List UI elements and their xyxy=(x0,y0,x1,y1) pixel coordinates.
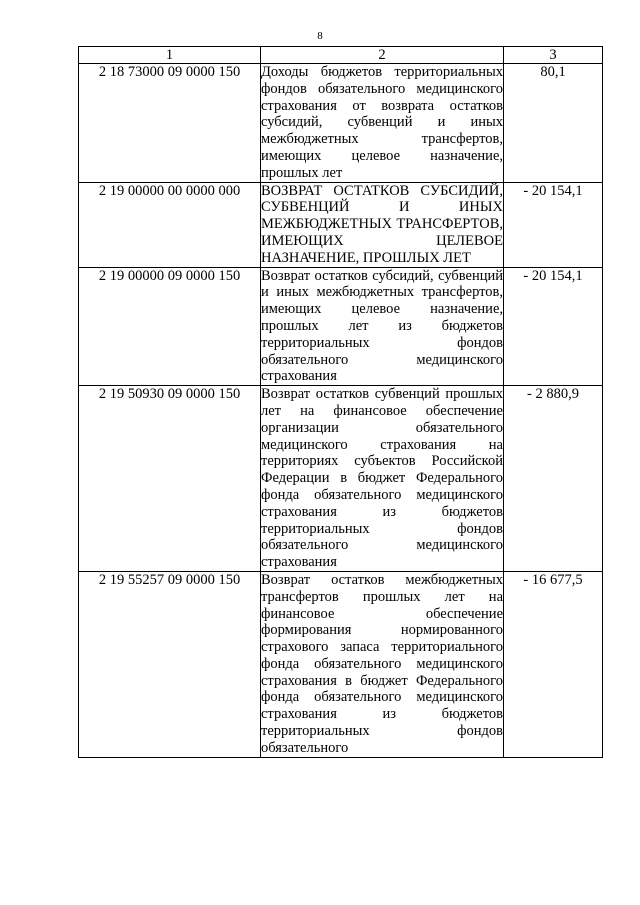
description-cell: Доходы бюджетов территориальных фондов обязательного медицинского страхования от возврата остатков субсидий, субвенций и иных межбюджетных трансфертов, имеющих целевое назначение, прошлых лет xyxy=(261,64,503,181)
description-cell: ВОЗВРАТ ОСТАТКОВ СУБСИДИЙ, СУБВЕНЦИЙ И ИНЫХ МЕЖБЮДЖЕТНЫХ ТРАНСФЕРТОВ, ИМЕЮЩИХ ЦЕЛЕВОЕ НАЗНАЧЕНИЕ, ПРОШЛЫХ ЛЕТ xyxy=(261,182,503,266)
table-row xyxy=(79,64,603,183)
column-header-code: 1 xyxy=(79,47,261,64)
amount-cell: 80,1 xyxy=(504,64,603,183)
budget-table xyxy=(78,46,603,758)
budget-code-cell: 2 19 00000 09 0000 150 xyxy=(79,267,261,386)
amount-cell: - 16 677,5 xyxy=(504,571,603,757)
page-number: 8 xyxy=(317,30,323,42)
amount-cell: - 20 154,1 xyxy=(504,182,603,267)
description-cell: Возврат остатков субсидий, субвенций и иных межбюджетных трансфертов, имеющих целевое назначение, прошлых лет из бюджетов территориальных фондов обязательного медицинского страхования xyxy=(261,267,503,385)
column-header-description: 2 xyxy=(261,47,504,64)
table-row xyxy=(79,182,603,267)
budget-code-cell: 2 19 00000 00 0000 000 xyxy=(79,182,261,267)
table-header-row xyxy=(79,47,603,64)
table-row xyxy=(79,571,603,757)
description-cell: Возврат остатков субвенций прошлых лет на финансовое обеспечение организации обязательного медицинского страхования на территориях субъектов Российской Федерации в бюджет Федерального фонда обязательного медицинского страхования из бюджетов территориальных фондов обязательного медицинского страхования xyxy=(261,386,503,571)
amount-cell: - 20 154,1 xyxy=(504,267,603,386)
description-cell: Возврат остатков межбюджетных трансфертов прошлых лет на финансовое обеспечение формирования нормированного страхового запаса территориального фонда обязательного медицинского страхования в бюджет Федерального фонда обязательного медицинского страхования из бюджетов территориальных фондов обязательного xyxy=(261,571,503,756)
column-header-amount: 3 xyxy=(504,47,603,64)
table-row xyxy=(79,386,603,572)
budget-code-cell: 2 19 55257 09 0000 150 xyxy=(79,571,261,757)
budget-code-cell: 2 18 73000 09 0000 150 xyxy=(79,64,261,183)
table-row xyxy=(79,267,603,386)
budget-code-cell: 2 19 50930 09 0000 150 xyxy=(79,386,261,572)
amount-cell: - 2 880,9 xyxy=(504,386,603,572)
